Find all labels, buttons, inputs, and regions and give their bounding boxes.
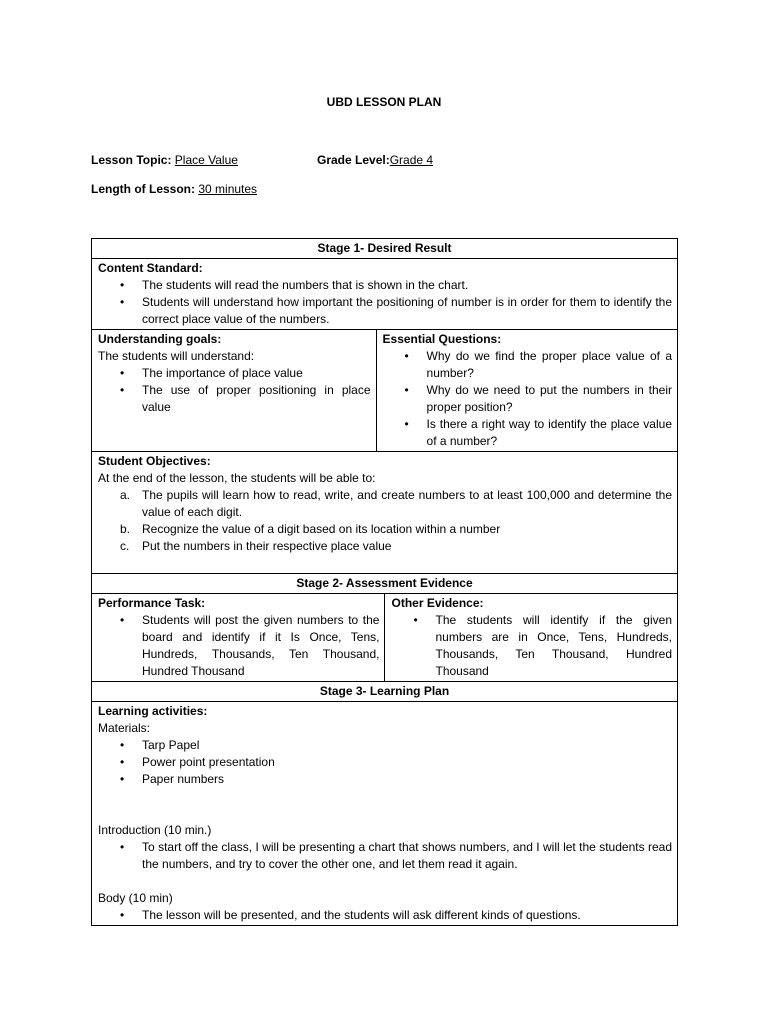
spacer — [98, 788, 672, 822]
body-list — [120, 907, 672, 924]
stage3-heading-row — [92, 682, 678, 702]
content-standard-row — [92, 259, 678, 330]
student-objectives-intro: At the end of the lesson, the students will be able to: — [98, 471, 376, 485]
length-value: 30 minutes — [198, 182, 258, 196]
student-objectives-label: Student Objectives: — [98, 454, 211, 468]
content-standard-label: Content Standard: — [98, 261, 203, 275]
introduction-label: Introduction (10 min.) — [98, 823, 212, 837]
stage2-heading: Stage 2- Assessment Evidence — [92, 574, 678, 594]
evidence-row — [92, 594, 678, 682]
topic-label: Lesson Topic: — [91, 153, 172, 167]
body-label: Body (10 min) — [98, 891, 173, 905]
lesson-plan-table — [91, 238, 678, 926]
learning-activities-cell — [92, 702, 678, 926]
understanding-goals-list — [120, 365, 371, 416]
lesson-topic — [91, 153, 238, 167]
student-objectives-list — [120, 487, 672, 555]
learning-activities-label: Learning activities: — [98, 704, 208, 718]
understanding-goals-cell — [92, 330, 377, 452]
performance-task-label: Performance Task: — [98, 596, 206, 610]
page-title: UBD LESSON PLAN — [326, 95, 442, 109]
essential-questions-list — [405, 348, 672, 450]
grade-label: Grade Level: — [317, 153, 390, 167]
list-item: • Why do we find the proper place value of a number? — [405, 348, 672, 382]
list-item: • Students will understand how important the positioning of number is in order for them to identify the correct place value of the numbers. — [120, 294, 672, 328]
stage3-heading: Stage 3- Learning Plan — [92, 682, 678, 702]
list-item: • The use of proper positioning in place value — [120, 382, 371, 416]
other-evidence-label: Other Evidence: — [391, 596, 484, 610]
lesson-length — [91, 182, 257, 196]
list-item — [120, 521, 672, 538]
list-text: Put the numbers in their respective place value — [142, 539, 392, 553]
list-item: • Students will post the given numbers to the board and identify if it Is Once, Tens, Hundreds, Thousands, Ten Thousand, Hundred Thousand — [120, 612, 379, 680]
other-evidence-cell — [385, 594, 678, 682]
goals-questions-row — [92, 330, 678, 452]
essential-questions-label: Essential Questions: — [382, 332, 502, 346]
stage1-heading-row — [92, 239, 678, 259]
performance-task-list — [120, 612, 379, 680]
topic-value: Place Value — [174, 153, 238, 167]
list-marker: a. — [120, 488, 131, 502]
stage1-heading: Stage 1- Desired Result — [92, 239, 678, 259]
content-standard-cell — [92, 259, 678, 330]
length-label: Length of Lesson: — [91, 182, 195, 196]
introduction-list — [120, 839, 672, 873]
performance-task-cell — [92, 594, 385, 682]
list-item: • The importance of place value — [120, 365, 371, 382]
grade-level — [317, 153, 433, 167]
understanding-goals-label: Understanding goals: — [98, 332, 222, 346]
stage2-heading-row — [92, 574, 678, 594]
list-item: • Tarp Papel — [120, 737, 672, 754]
list-item: • Paper numbers — [120, 771, 672, 788]
list-text: The pupils will learn how to read, write, and create numbers to at least 100,000 and determine the value of each digit. — [142, 488, 672, 519]
other-evidence-list — [413, 612, 672, 680]
list-marker: c. — [120, 539, 130, 553]
list-text: Recognize the value of a digit based on its location within a number — [142, 522, 501, 536]
understanding-goals-intro: The students will understand: — [98, 349, 255, 363]
grade-value: Grade 4 — [389, 153, 434, 167]
list-item: • The students will read the numbers that is shown in the chart. — [120, 277, 672, 294]
list-item: • To start off the class, I will be presenting a chart that shows numbers, and I will let the students read the numbers, and try to cover the other one, and let them read it again. — [120, 839, 672, 873]
list-item: • Power point presentation — [120, 754, 672, 771]
essential-questions-cell — [376, 330, 677, 452]
list-item: • Is there a right way to identify the place value of a number? — [405, 416, 672, 450]
list-item: • The students will identify if the given numbers are in Once, Tens, Hundreds, Thousands, Ten Thousand, Hundred Thousand — [413, 612, 672, 680]
list-item: • The lesson will be presented, and the students will ask different kinds of questions. — [120, 907, 672, 924]
content-standard-list — [120, 277, 672, 328]
list-marker: b. — [120, 522, 131, 536]
list-item: • Why do we need to put the numbers in their proper position? — [405, 382, 672, 416]
list-item — [120, 487, 672, 521]
list-item — [120, 538, 672, 555]
spacer — [98, 873, 672, 890]
student-objectives-row — [92, 452, 678, 574]
learning-activities-row — [92, 702, 678, 926]
materials-list — [120, 737, 672, 788]
materials-label: Materials: — [98, 721, 151, 735]
student-objectives-cell — [92, 452, 678, 574]
